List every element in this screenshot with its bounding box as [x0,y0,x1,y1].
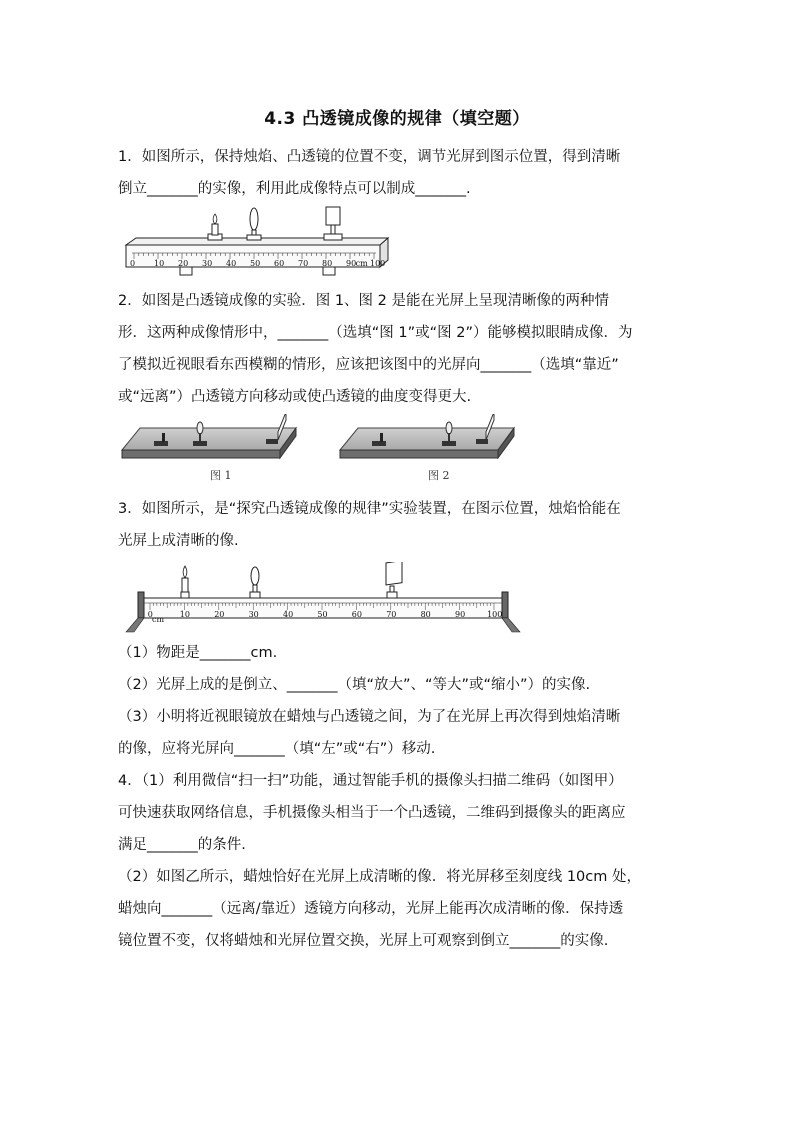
question-3 [118,493,678,557]
light-screen-icon [324,207,342,240]
question-4-line-6: 镜位置不变，仅将蜡烛和光屏位置交换，光屏上可观察到倒立_______的实像. [118,933,609,949]
question-3-subitems [118,637,678,765]
ruler-tick-label: 40 [226,259,237,268]
question-2-line-3: 了模拟近视眼看东西模糊的情形，应该把该图中的光屏向_______（选填“靠近” [118,357,619,373]
figure-2-panel-2 [340,414,514,482]
figure-3-unit: cm [152,615,165,624]
ruler-tick-label: 20 [214,610,225,619]
figure-3-ruler-bench [122,562,527,634]
ruler-tick-label: 10 [179,610,190,619]
candle-icon [181,566,189,598]
ruler-tick-label: 80 [420,610,431,619]
convex-lens-icon [247,208,261,240]
question-3-sub-1: （1）物距是_______cm. [118,645,278,661]
question-3-sub-2: （2）光屏上成的是倒立、_______（填“放大”、“等大”或“缩小”）的实像. [118,677,591,693]
ruler-tick-label: 50 [250,259,261,268]
question-2 [118,285,678,413]
question-4-line-1: 4．（1）利用微信“扫一扫”功能，通过智能手机的摄像头扫描二维码（如图甲） [118,773,623,789]
question-3-sub-3-line-1: （3）小明将近视眼镜放在蜡烛与凸透镜之间，为了在光屏上再次得到烛焰清晰 [118,709,621,725]
ruler-tick-label: 20 [178,259,189,268]
ruler-tick-label: 30 [202,259,213,268]
convex-lens-icon [250,567,260,598]
question-4-line-2: 可快速获取网络信息，手机摄像头相当于一个凸透镜，二维码到摄像头的距离应 [118,805,626,821]
ruler-tick-label: 40 [283,610,294,619]
figure-2-caption-2: 图 2 [428,469,450,482]
question-4 [118,765,678,957]
question-3-line-1: 3．如图所示，是“探究凸透镜成像的规律”实验装置，在图示位置，烛焰恰能在 [118,501,621,517]
ruler-tick-label: 60 [351,610,362,619]
question-2-line-4: 或“远离”）凸透镜方向移动或使凸透镜的曲度变得更大. [118,389,472,405]
ruler-tick-label: 70 [298,259,309,268]
ruler-tick-label: 100 [487,610,503,619]
ruler-tick-label: 10 [154,259,165,268]
ruler-tick-label: 90 [346,259,357,268]
ruler-tick-label: 80 [322,259,333,268]
question-4-line-4: （2）如图乙所示，蜡烛恰好在光屏上成清晰的像．将光屏移至刻度线 10cm 处， [118,869,641,885]
question-3-line-2: 光屏上成清晰的像. [118,533,239,549]
figure-1-optical-bench [118,205,393,277]
light-screen-icon [386,562,402,598]
figure-2-photo-setups [118,414,528,488]
question-4-line-3: 满足_______的条件. [118,837,246,853]
ruler-tick-label: 70 [386,610,397,619]
question-1-line-2: 倒立_______的实像，利用此成像特点可以制成_______. [118,181,471,197]
figure-2-caption-1: 图 1 [210,469,232,482]
question-4-line-5: 蜡烛向_______（远离/靠近）透镜方向移动，光屏上能再次成清晰的像．保持透 [118,901,624,917]
figure-2-panel-1 [122,414,296,482]
ruler-tick-label: 100 [370,259,386,268]
candle-icon [208,214,222,240]
ruler-tick-label: cm [355,259,368,268]
ruler-tick-label: 0 [147,610,153,619]
question-2-line-1: 2．如图是凸透镜成像的实验．图 1、图 2 是能在光屏上呈现清晰像的两种情 [118,293,610,309]
question-1 [118,141,678,205]
ruler-tick-label: 60 [274,259,285,268]
question-3-sub-3-line-2: 的像，应将光屏向_______（填“左”或“右”）移动. [118,741,436,757]
question-2-line-2: 形．这两种成像情形中，_______（选填“图 1”或“图 2”）能够模拟眼睛成像．为 [118,325,633,341]
ruler-tick-label: 50 [317,610,328,619]
ruler-tick-label: 90 [455,610,466,619]
ruler-tick-label: 30 [248,610,259,619]
question-1-line-1: 1．如图所示，保持烛焰、凸透镜的位置不变，调节光屏到图示位置，得到清晰 [118,149,621,165]
ruler-tick-label: 0 [130,259,136,268]
page-title: 4.3 凸透镜成像的规律（填空题） [264,109,530,129]
